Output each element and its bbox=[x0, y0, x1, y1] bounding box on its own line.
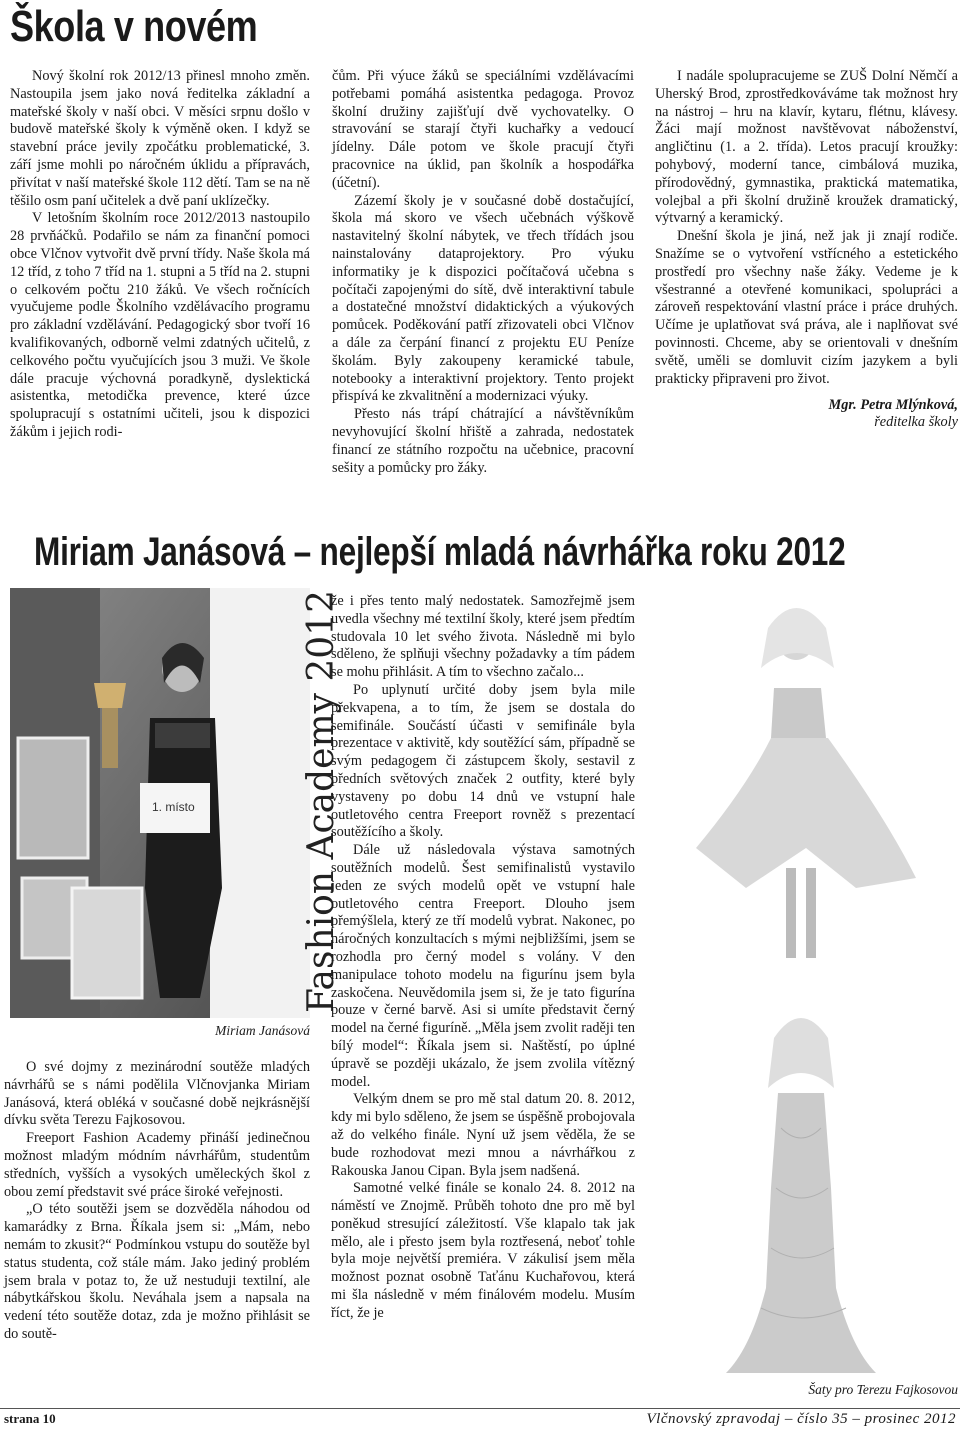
paragraph: že i přes tento malý nedostatek. Samozřejmě jsem uvedla všechny mé textilní školy, které jsem předtím studovala 10 let svého života. Následně mi bylo sděleno, že splňuji všechny požadavky a tím pádem se mohu přihlásit. A tím to všechno začalo... bbox=[331, 593, 635, 681]
paragraph: Zázemí školy je v současné době dostačující, škola má skoro ve všech učebnách výškově nastavitelný školní nábytek, ve třech třídách jsou nainstalovány dataprojektory. Pro výuku informatiky je k dispozici počítačová učebna s počítači zapojenými do sítě, dvě interaktivní tabule a dostatečné množství didaktických a výukových pomůcek. Poděkování patří zřizovateli obci Vlčnov a dále za čerpání financí z projektu EU Peníze školám. Byly zakoupeny keramické tabule, notebooky a interaktivní projektory. Tento projekt přispívá ke zkvalitnění a modernizaci výuky. bbox=[332, 192, 634, 405]
paragraph: Dále už následovala výstava samotných soutěžních modelů. Šest semifinalistů vystavilo jeden ze svých modelů opět ve vstupní hale outletového centra Freeport. Dlouho jsem přemýšlela, který ze tří modelů vybrat. Nakonec, po náročných konzultacích s mými nejbližšími, jsem se rozhodla pro černý model s volány. V den manipulace tohoto modelu na figurínu jsem byla zaskočena. Neuvědomila jsem si, že je tato figurína pouze v černé barvě. Asi si umíte představit černý model na černé figuríně. „Měla jsem zvolit raději ten bílý model“: Říkala jsem si. Naštěstí, po úplné úpravě se později ukázalo, že jsem zvolila vítězný model. bbox=[331, 842, 635, 1090]
paragraph: Velkým dnem se pro mě stal datum 20. 8. 2012, kdy mi bylo sděleno, že jsem se úspěšně probojovala až do velkého finále. Nyní už jsem věděla, že se bude rozhodovat mezi mnou a návrhářkou z Rakouska Janou Cipan. Byla jsem nadšená. bbox=[331, 1091, 635, 1179]
article-title-miriam: Miriam Janásová – nejlepší mladá návrhářka roku 2012 bbox=[34, 530, 846, 574]
dress-illustration bbox=[656, 588, 958, 1378]
article2-column-2 bbox=[331, 593, 635, 1323]
page-number: strana 10 bbox=[4, 1411, 56, 1426]
paragraph: Po uplynutí určité doby jsem byla mile překvapena, a to tím, že jsem se dostala do semifinále. Součástí účasti v semifinále byla prezentace v aktivitě, kdy soutěžící sám, případně se svým pedagogem či zástupcem školy, sestavil z předních světových značek 2 outfity, které byly vystaveny po dobu 14 dnů ve vstupní hale outletového centra Freeport rovněž s prezentací soutěžícího a školy. bbox=[331, 681, 635, 841]
photo-dress-tereza bbox=[656, 588, 958, 1378]
article2-column-1 bbox=[4, 1059, 310, 1344]
paragraph: O své dojmy z mezinárodní soutěže mladých návrhářů se s námi podělila Vlčnovjanka Miriam Janásová, která obléká v současné době nejkrásnější dívku světa Terezu Fajkosovou. bbox=[4, 1059, 310, 1129]
article-title-skola: Škola v novém bbox=[10, 2, 258, 51]
footer-divider bbox=[0, 1408, 960, 1409]
article1-column-2 bbox=[332, 68, 634, 477]
paragraph: Nový školní rok 2012/13 přinesl mnoho změn. Nastoupila jsem jako nová ředitelka základní a mateřské školy v naší obci. V měsíci srpnu došlo v budově mateřské školy k výměně oken. I když se stavební práce jevily zpočátku problematické, 3. září jsme mohli po náročném úklidu a přípravách, přivítat v naší mateřské škole 112 dětí. Tam se na ně těšilo osm paní učitelek a dvě paní uklízečky. bbox=[10, 68, 310, 209]
paragraph: I nadále spolupracujeme se ZUŠ Dolní Němčí a Uherský Brod, zprostředkováváme tak možnost hry na nástroj – hru na klavír, kytaru, flétnu, klávesy. Žáci mají možnost navštěvovat náboženství, angličtinu (1. a 2. třída). Letos pracují kroužky: pohybový, moderní tance, cimbálová muzika, přírodovědný, gymnastika, praktická matematika, volejbal a při školní družině kroužek dramatický, výtvarný a keramický. bbox=[655, 68, 958, 227]
photo2-caption: Šaty pro Terezu Fajkosovou bbox=[808, 1382, 958, 1397]
publication-info: Vlčnovský zpravodaj – číslo 35 – prosinec 2012 bbox=[646, 1411, 956, 1427]
paragraph: Samotné velké finále se konalo 24. 8. 2012 na náměstí ve Znojmě. Průběh tohoto dne pro mě byl poněkud stresující záležitostí. Vše klapalo tak jak mělo, ale i přesto jsem byla roztřesená, neboť tohle byla moje největší premiéra. V zákulisí jsem měla možnost poznat osobně Taťánu Kuchařovou, která mi šla následně v mém finálovém modelu. Musím říct, že je bbox=[331, 1180, 635, 1321]
signature-name: Mgr. Petra Mlýnková, bbox=[828, 397, 958, 414]
article1-column-1 bbox=[10, 68, 310, 442]
banner-text: Fashion Academy 2012 bbox=[301, 590, 342, 1013]
paragraph: čům. Při výuce žáků se speciálními vzdělávacími potřebami pomáhá asistentka pedagoga. Provoz školní družiny zajišťují dvě vychovatelky. O stravování se starají čtyři kuchařky a vedoucí jídelny. Dále potom ve škole pracují čtyři pracovnice na úklid, pan školník a hospodářka (účetní). bbox=[332, 68, 634, 191]
paragraph: Dnešní škola je jiná, než jak ji znají rodiče. Snažíme se o vytvoření vstřícného a estetického prostředí pro všechny naše žáky. Vedeme je k všestranné a otevřené komunikaci, spolupráci a zároveň respektování vlastní práce i práce druhých. Učíme je uplatňovat svá práva, ale i naplňovat své povinnosti. Chceme, aby se orientovali v dnešním světě, uměli se domluvit cizím jazykem a byli prakticky připraveni pro život. bbox=[655, 228, 958, 387]
signature-role: ředitelka školy bbox=[874, 414, 958, 431]
paragraph: „O této soutěži jsem se dozvěděla náhodou od kamarádky z Brna. Říkala jsem si: „Mám, nebo nemám to zkusit?“ Podmínkou vstupu do soutěže byl status studenta, což stále mám. Jako jediný problém jsem brala v potaz to, že už nestuduji textilní, ale nábytkářskou školu. Neváhala jsem a napsala na vedení této soutěže dotaz, zda je možno přihlásit se do soutě- bbox=[4, 1201, 310, 1342]
photo1-caption: Miriam Janásová bbox=[215, 1023, 310, 1038]
fashion-academy-banner bbox=[226, 590, 342, 1018]
photo-miriam-janasova bbox=[10, 588, 342, 1018]
paragraph: Freeport Fashion Academy přináší jedinečnou možnost mladým módním návrhářům, studentům středních, vyšších a vysokých uměleckých škol z obou zemí představit své práce široké veřejnosti. bbox=[4, 1130, 310, 1200]
article1-column-3 bbox=[655, 68, 958, 432]
paragraph: V letošním školním roce 2012/2013 nastoupilo 28 prvňáčků. Podařilo se nám za finanční pomoci obce Vlčnov vytvořit dvě první třídy. Naše škola má 12 tříd, z toho 7 tříd na 1. stupni a 5 tříd na 2. stupni o celkovém počtu 210 žáků. Ve všech ročnících vyučujeme podle Školního vzdělávacího programu pro základní vzdělávání. Pedagogický sbor tvoří 16 kvalifikovaných, odborně velmi zdatných učitelů, z celkového počtu vyučujících jsou 3 muži. Ve škole dále pracuje výchovná poradkyně, dyslektická asistentka, metodička prevence, které úzce spolupracují s ostatními učiteli, jsou k dispozici žákům i jejich rodi- bbox=[10, 210, 310, 440]
certificate-text: 1. místo bbox=[152, 800, 195, 814]
paragraph: Přesto nás trápí chátrající a návštěvníkům nevyhovující školní hřiště a zahrada, nedostatek financí ze státního rozpočtu na učebnice, pracovní sešity a pomůcky pro žáky. bbox=[332, 406, 634, 476]
